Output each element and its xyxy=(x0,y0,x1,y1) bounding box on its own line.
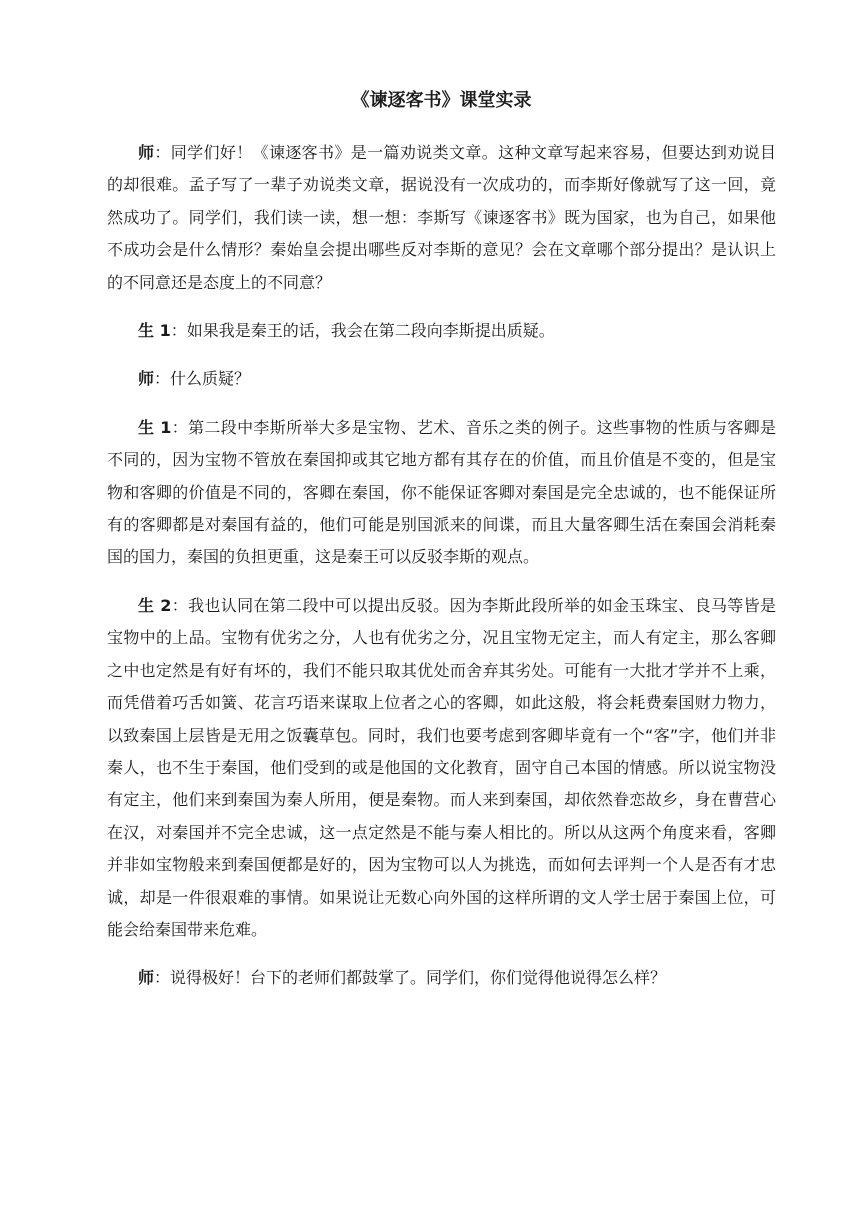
paragraph-text: ：我也认同在第二段中可以提出反驳。因为李斯此段所举的如金玉珠宝、良马等皆是宝物中的上品。宝物有优劣之分，人也有优劣之分，况且宝物无定主，而人有定主，那么客卿之中也定然是有好有坏的，我们不能只取其优处而舍弃其劣处。可能有一大批才学并不上乘，而凭借着巧舌如簧、花言巧语来谋取上位者之心的客卿，如此这般，将会耗费秦国财力物力，以致秦国上层皆是无用之饭囊草包。同时，我们也要考虑到客卿毕竟有一个“客”字，他们并非秦人，也不生于秦国，他们受到的或是他国的文化教育，固守自己本国的情感。所以说宝物没有定主，他们来到秦国为秦人所用，便是秦物。而人来到秦国，却依然眷恋故乡，身在曹营心在汉，对秦国并不完全忠诚，这一点定然是不能与秦人相比的。所以从这两个角度来看，客卿并非如宝物般来到秦国便都是好的，因为宝物可以人为挑选，而如何去评判一个人是否有才忠诚，却是一件很艰难的事情。如果说让无数心向外国的这样所谓的文人学士居于秦国上位，可能会给秦国带来危难。 xyxy=(107,595,776,939)
paragraph-text: ：第二段中李斯所举大多是宝物、艺术、音乐之类的例子。这些事物的性质与客卿是不同的，因为宝物不管放在秦国抑或其它地方都有其存在的价值，而且价值是不变的，但是宝物和客卿的价值是不同的，客卿在秦国，你不能保证客卿对秦国是完全忠诚的，也不能保证所有的客卿都是对秦国有益的，他们可能是别国派来的间谍，而且大量客卿生活在秦国会消耗秦国的国力，秦国的负担更重，这是秦王可以反驳李斯的观点。 xyxy=(107,417,776,567)
speaker-label: 师 xyxy=(138,968,155,988)
paragraph-text: ：说得极好！台下的老师们都鼓掌了。同学们，你们觉得他说得怎么样？ xyxy=(154,968,667,988)
paragraph-4 xyxy=(107,412,776,574)
speaker-label: 生 1 xyxy=(138,417,172,437)
paragraph-text: ：同学们好！《谏逐客书》是一篇劝说类文章。这种文章写起来容易，但要达到劝说目的却很难。孟子写了一辈子劝说类文章，据说没有一次成功的，而李斯好像就写了这一回，竟然成功了。同学们，我们读一读，想一想：李斯写《谏逐客书》既为国家，也为自己，如果他不成功会是什么情形？秦始皇会提出哪些反对李斯的意见？会在文章哪个部分提出？是认识上的不同意还是态度上的不同意？ xyxy=(107,143,776,292)
speaker-label: 生 2 xyxy=(138,595,172,615)
paragraph-2 xyxy=(107,315,776,347)
paragraph-6 xyxy=(107,962,776,994)
document-title: 《谏逐客书》课堂实录 xyxy=(351,90,532,111)
speaker-label: 师 xyxy=(138,369,155,389)
paragraph-5 xyxy=(107,590,776,946)
speaker-label: 生 1 xyxy=(138,321,171,341)
paragraph-1 xyxy=(107,137,776,299)
speaker-label: 师 xyxy=(138,143,155,162)
paragraph-text: ：什么质疑？ xyxy=(154,369,251,389)
paragraph-3 xyxy=(107,363,776,395)
paragraph-text: ：如果我是秦王的话，我会在第二段向李斯提出质疑。 xyxy=(170,321,555,341)
